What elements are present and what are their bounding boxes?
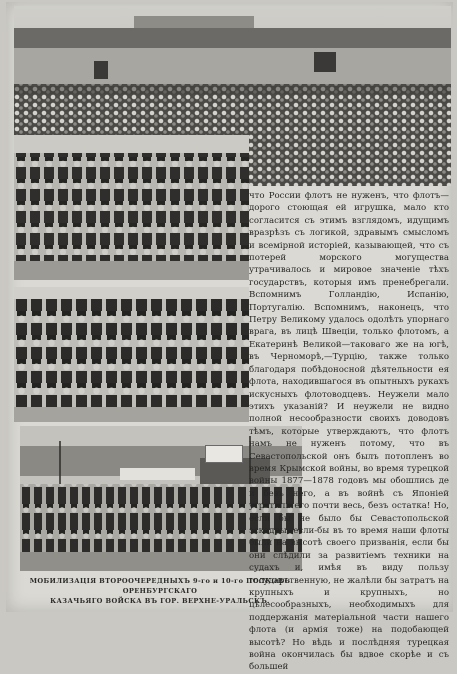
caption-line-2: КАЗАЧЬЯГО ВОЙСКА ВЪ ГОР. ВЕРХНЕ-УРАЛЬСКЪ.	[50, 597, 270, 605]
cossack-group-photo-2	[14, 287, 249, 422]
printed-page	[6, 2, 453, 673]
caption-line-1: МОБИЛИЗАЦІЯ ВТОРООЧЕРЕДНЫХЪ 9-го и 10-го ПОЛКОВЪ ОРЕНБУРГСКАГО	[29, 577, 291, 595]
photo-caption	[20, 576, 300, 606]
article-text: что России флотъ не нуженъ, что флотъ—дорого стоющая ей игрушка, мало кто согласится съ этимъ взглядомъ, идущимъ вразрѣзъ съ логикой, здравымъ смысломъ и всемірной исторіей, казывающей, что съ потерей морского могущества утрачивалось и мировое значеніе тѣхъ государствъ, которыя имъ пренебрегали. Вспомнимъ Голландію, Испанію, Португалію. Вспомнимъ, наконецъ, что Петру Великому удалось одолѣть упорнаго врага, въ лицѣ Швеціи, только флотомъ, а Екатеринѣ Великой—таковаго же на югѣ, въ Черноморѣ,—Турцію, также только благодаря побѣдоносной дѣятельности ея флота, находившагося въ опытныхъ рукахъ искусныхъ флотоводцевъ. Неужели мало этихъ указаній? И неужели не видно полной несообразности своихъ доводовъ тѣмъ, которые утверждаютъ, что флотъ намъ не нуженъ потому, что въ Севастопольской онъ былъ потопленъ во время Крымской войны, во время турецкой войны 1877—1878 годовъ мы обошлись де и безъ него, а въ войнѣ съ Японіей утратили его почти весь, безъ остатка! Но, если бы не было бы Севастопольской эскадры, если-бы въ то время наши флоты были на высотѣ своего призванія, если бы они слѣдили за развитіемъ техники на судахъ и, имѣя въ виду пользу государственную, не жалѣли бы затратъ на крупныхъ и крупныхъ, но цѣлесообразныхъ, необходимыхъ для поддержанія матеріальной части нашего флота (и армія тоже) на подобающей высотѣ? Но вѣдь и послѣдняя турецкая война окончилась бы вдвое скорѣе и съ большей	[249, 191, 449, 673]
flag-banner	[205, 445, 243, 463]
cossack-group-photo-1	[14, 135, 249, 280]
